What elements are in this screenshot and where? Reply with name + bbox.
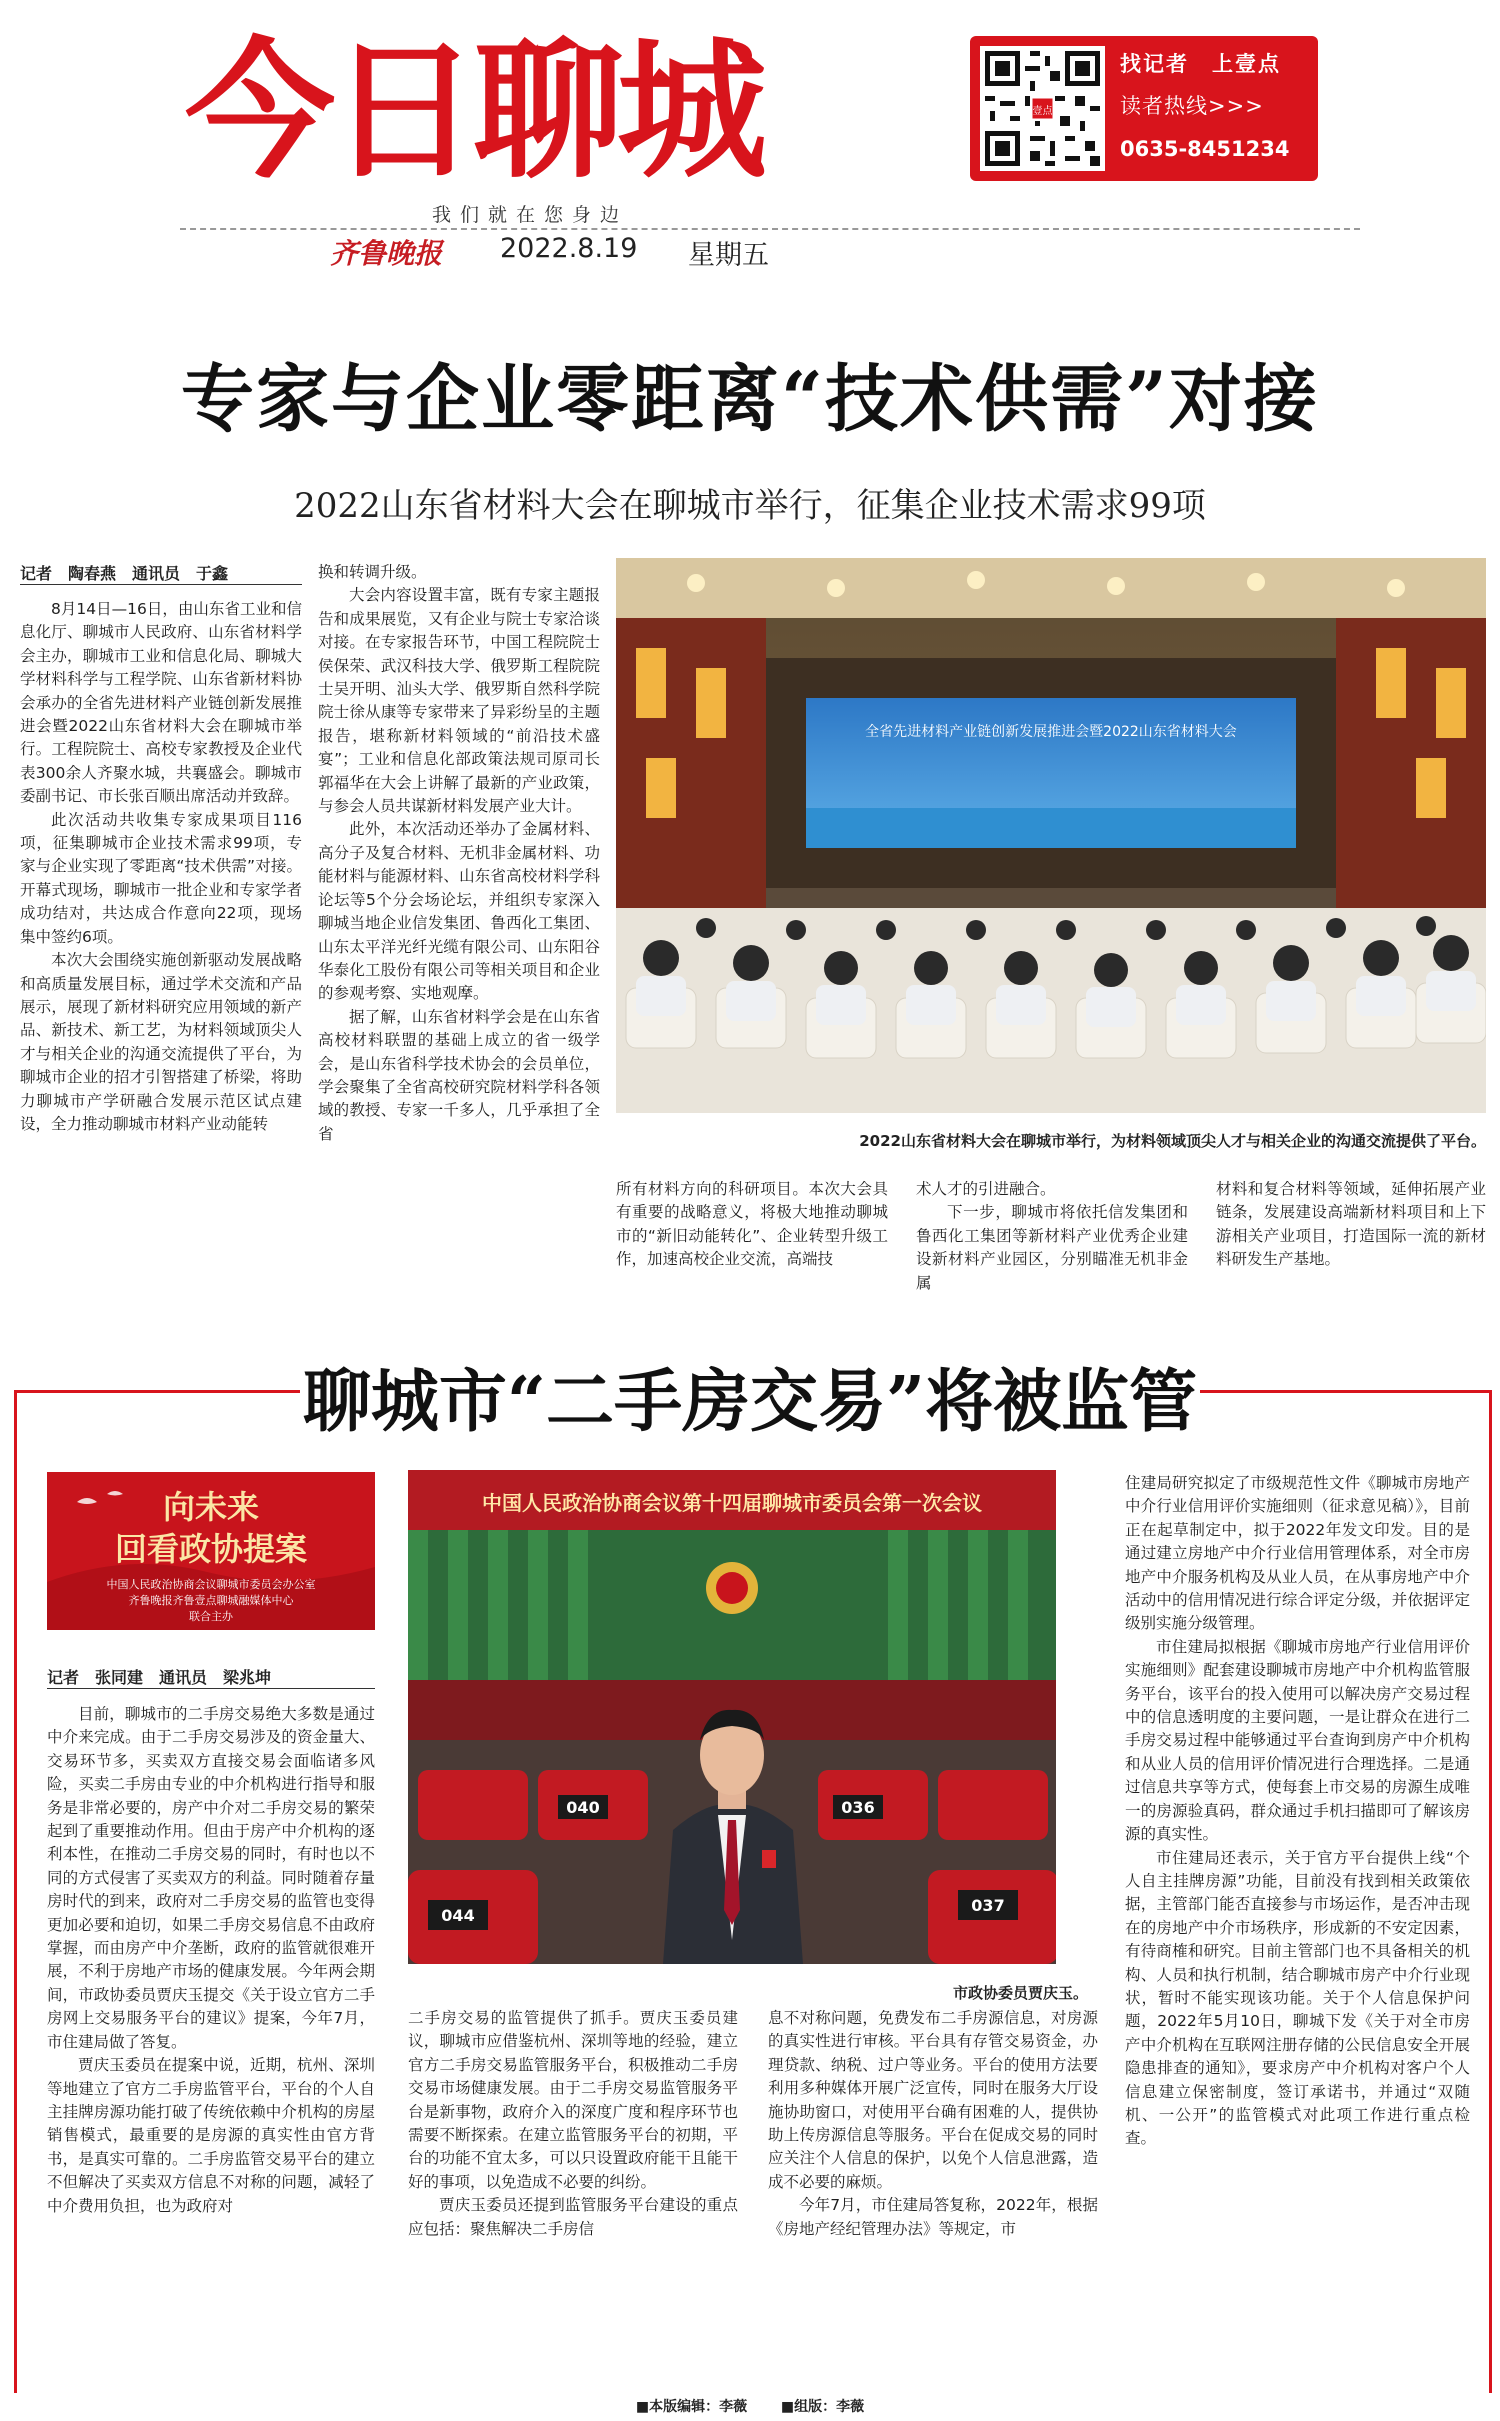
paragraph: 市住建局还表示，关于官方平台提供上线“个人自主挂牌房源”功能，目前没有找到相关政策依据，主管部门能否直接参与市场运作，是否冲击现在的房地产中介市场秩序，形成新的不安定因素，有待商榷和研究。目前主管部门也不具备相关的机构、人员和执行机制，结合聊城市房产中介行业现状，暂时不能实现该功能。关于个人信息保护问题，2022年5月10日，聊城下发《关于对全市房产中介机构在互联网注册存储的公民信息安全开展隐患排查的通知》，要求房产中介机构对客户个人信息建立保密制度，签订承诺书，并通过“双随机、一公开”的监管模式对此项工作进行重点检查。 [1125,1848,1470,2148]
hotline-tagline: 找记者 上壹点 [1120,52,1281,76]
masthead-divider [180,228,1360,230]
article1-byline: 记者 陶春燕 通讯员 于鑫 [20,564,229,583]
article1-column-3 [616,1178,888,1298]
delegate-photo-caption: 市政协委员贾庆玉。 [952,1984,1088,2002]
photo-banner-text: 中国人民政治协商会议第十四届聊城市委员会第一次会议 [482,1491,982,1515]
page-footer [0,2396,1500,2416]
badge-organizer-1: 中国人民政治协商会议聊城市委员会办公室 [106,1578,316,1591]
newspaper-brand: 齐鲁晚报 [330,237,443,270]
paragraph: 住建局研究拟定了市级规范性文件《聊城市房地产中介行业信用评价实施细则（征求意见稿）》，目前正在起草制定中，拟于2022年发文印发。目的是通过建立房地产中介行业信用管理体系，对全市房地产中介服务机构及从业人员，在从事房地产中介活动中的信用情况进行综合评定分级，并依据评定级别实施分级管理。 [1125,1474,1470,1633]
article1-column-4 [916,1178,1188,1298]
article2-headline: 聊城市“二手房交易”将被监管 [300,1348,1200,1445]
badge-organizer-2: 齐鲁晚报齐鲁壹点聊城融媒体中心 [128,1594,294,1607]
issue-date: 2022.8.19 [500,233,638,264]
hotline-number[interactable]: 0635-8451234 [1120,137,1290,161]
footer-editor: ■本版编辑：李薇 [635,2399,748,2415]
delegate-photo [408,1470,1056,1964]
paragraph: 大会内容设置丰富，既有专家主题报告和成果展览，又有企业与院士专家洽谈对接。在专家报告环节，中国工程院院士侯保荣、武汉科技大学、俄罗斯工程院院士吴开明、汕头大学、俄罗斯自然科学院院士徐从康等专家带来了异彩纷呈的主题报告，堪称新材料领域的“前沿技术盛宴”；工业和信息化部政策法规司原司长郭福华在大会上讲解了最新的产业政策，与参会人员共谋新材料发展产业大计。 [318,586,600,816]
seat-label: 044 [441,1906,475,1925]
issue-weekday: 星期五 [688,240,769,271]
paragraph: 术人才的引进融合。 [916,1180,1056,1198]
byline-rule [20,584,302,585]
paragraph: 所有材料方向的科研项目。本次大会具有重要的战略意义，将极大地推动聊城市的“新旧动能转化”、企业转型升级工作，加速高校企业交流，高端技 [616,1180,888,1269]
article1-column-2 [318,561,600,1298]
badge-title-1: 向未来 [162,1488,259,1526]
conference-photo-illustration [616,558,1486,1113]
badge-title-2: 回看政协提案 [114,1530,307,1568]
paragraph: 贾庆玉委员在提案中说，近期，杭州、深圳等地建立了官方二手房监管平台，平台的个人自主挂牌房源功能打破了传统依赖中介机构的房屋销售模式，最重要的是房源的真实性由官方背书，是真实可靠的。二手房监管交易平台的建立不但解决了买卖双方信息不对称的问题，减轻了中介费用负担，也为政府对 [47,2056,375,2215]
footer-layout: ■组版：李薇 [780,2399,865,2415]
byline-rule [47,1688,375,1689]
article2-column-4 [1125,1472,1470,2324]
conference-photo-caption: 2022山东省材料大会在聊城市举行，为材料领域顶尖人才与相关企业的沟通交流提供了平台。 [859,1132,1486,1150]
qr-center-label: 壹点 [1032,106,1053,117]
hotline-label: 读者热线>>> [1120,94,1264,118]
masthead-title: 今日聊城 [185,30,762,195]
seat-label: 040 [566,1798,600,1817]
badge-organizer-3: 联合主办 [189,1610,233,1623]
masthead-slogan: 我们就在您身边 [432,204,629,226]
paragraph: 贾庆玉委员还提到监管服务平台建设的重点应包括：聚焦解决二手房信 [408,2196,738,2238]
qr-code-icon [980,46,1105,171]
paragraph: 换和转调升级。 [318,563,427,581]
article1-subheadline: 2022山东省材料大会在聊城市举行，征集企业技术需求99项 [294,486,1206,526]
article2-column-2 [408,2007,738,2323]
paragraph: 目前，聊城市的二手房交易绝大多数是通过中介来完成。由于二手房交易涉及的资金量大、交易环节多，买卖双方直接交易会面临诸多风险，买卖二手房由专业的中介机构进行指导和服务是非常必要的，房产中介对二手房交易的繁荣起到了重要推动作用。但由于房产中介机构的逐利本性，在推动二手房交易的同时，有时也以不同的方式侵害了买卖双方的利益。同时随着存量房时代的到来，政府对二手房交易的监管也变得更加必要和迫切，如果二手房交易信息不由政府掌握，而由房产中介垄断，政府的监管就很难开展，不利于房地产市场的健康发展。今年两会期间，市政协委员贾庆玉提交《关于设立官方二手房网上交易服务平台的建议》提案，今年7月，市住建局做了答复。 [47,1705,375,2051]
article1-headline: 专家与企业零距离“技术供需”对接 [181,356,1319,442]
delegate-photo-illustration [408,1470,1056,1964]
article2-column-3 [768,2007,1098,2323]
article1-column-1 [20,598,302,1298]
hotline-box [970,36,1318,181]
paragraph: 今年7月，市住建局答复称，2022年，根据《房地产经纪管理办法》等规定，市 [768,2196,1098,2238]
conference-photo [616,558,1486,1113]
article2-byline: 记者 张同建 通讯员 梁兆坤 [47,1668,272,1687]
paragraph: 据了解，山东省材料学会是在山东省高校材料联盟的基础上成立的省一级学会，是山东省科学技术协会的会员单位，学会聚集了全省高校研究院材料学科各领域的教授、专家一千多人，几乎承担了全省 [318,1007,600,1143]
paragraph: 8月14日—16日，由山东省工业和信息化厅、聊城市人民政府、山东省材料学会主办，聊城市工业和信息化局、聊城大学材料科学与工程学院、山东省新材料协会承办的全省先进材料产业链创新发展推进会暨2022山东省材料大会在聊城市举行。工程院院士、高校专家教授及企业代表300余人齐聚水城，共襄盛会。聊城市委副书记、市长张百顺出席活动并致辞。 [20,600,302,806]
paragraph: 材料和复合材料等领域，延伸拓展产业链条，发展建设高端新材料项目和上下游相关产业项目，打造国际一流的新材料研发生产基地。 [1216,1180,1486,1269]
paragraph: 下一步，聊城市将依托信发集团和鲁西化工集团等新材料产业优秀企业建设新材料产业园区，分别瞄准无机非金属 [916,1203,1188,1292]
paragraph: 此外，本次活动还举办了金属材料、高分子及复合材料、无机非金属材料、功能材料与能源材料、山东省高校材料学科论坛等5个分会场论坛，并组织专家深入聊城当地企业信发集团、鲁西化工集团、山东太平洋光纤光缆有限公司、山东阳谷华泰化工股份有限公司等相关项目和企业的参观考察、实地观摩。 [318,820,600,1003]
paragraph: 市住建局拟根据《聊城市房地产行业信用评价实施细则》配套建设聊城市房地产中介机构监管服务平台，该平台的投入使用可以解决房产交易过程中的信息透明度的主要问题，一是让群众在进行二手房交易过程中能够通过平台查询到房产中介机构和从业人员的信用评价情况进行合理选择。二是通过信息共享等方式，使每套上市交易的房源生成唯一的房源验真码，群众通过手机扫描即可了解该房源的真实性。 [1125,1637,1470,1844]
paragraph: 息不对称问题，免费发布二手房源信息，对房源的真实性进行审核。平台具有存管交易资金，办理贷款、纳税、过户等业务。平台的使用方法要利用多种媒体开展广泛宣传，同时在服务大厅设施协助窗口，对使用平台确有困难的人，提供协助上传房源信息等服务。平台在促成交易的同时应关注个人信息的保护，以免个人信息泄露，造成不必要的麻烦。 [768,2009,1098,2191]
article2-column-1 [47,1703,375,2323]
article1-column-5 [1216,1178,1486,1298]
seat-label: 037 [971,1896,1005,1915]
paragraph: 本次大会围绕实施创新驱动发展战略和高质量发展目标，通过学术交流和产品展示，展现了新材料研究应用领域的新产品、新技术、新工艺，为材料领域顶尖人才与相关企业的沟通交流提供了平台，为聊城市企业的招才引智搭建了桥梁，将助力聊城市产学研融合发展示范区试点建设，全力推动聊城市材料产业动能转 [20,951,302,1133]
column-badge [47,1472,375,1630]
seat-label: 036 [841,1798,875,1817]
paragraph: 二手房交易的监管提供了抓手。贾庆玉委员建议，聊城市应借鉴杭州、深圳等地的经验，建立官方二手房交易监管服务平台，积极推动二手房交易市场健康发展。由于二手房交易监管服务平台是新事物，政府介入的深度广度和程序环节也需要不断探索。在建立监管服务平台的初期，平台的功能不宜太多，可以只设置政府能干且能干好的事项，以免造成不必要的纠纷。 [408,2009,738,2191]
photo-screen-text: 全省先进材料产业链创新发展推进会暨2022山东省材料大会 [865,724,1237,740]
qr-code[interactable] [980,46,1105,171]
paragraph: 此次活动共收集专家成果项目116项，征集聊城市企业技术需求99项，专家与企业实现了零距离“技术供需”对接。开幕式现场，聊城市一批企业和专家学者成功结对，共达成合作意向22项，现场集中签约6项。 [20,810,302,946]
